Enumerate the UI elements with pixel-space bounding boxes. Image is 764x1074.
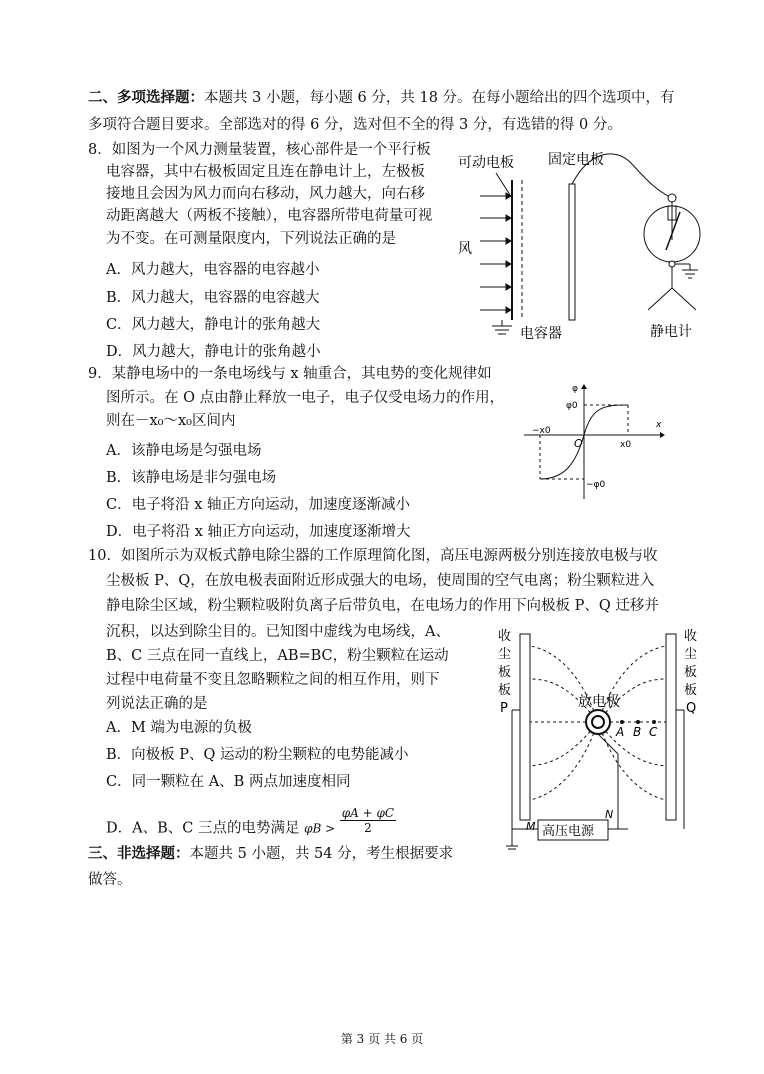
capacitor-label: 电容器 bbox=[520, 326, 562, 342]
point-c-label: C bbox=[649, 725, 658, 739]
plate-p bbox=[520, 634, 530, 820]
svg-text:尘: 尘 bbox=[684, 647, 698, 662]
q10-option-d-text: D．A、B、C 三点的电势满足 bbox=[106, 820, 300, 837]
electrode-label: 放电极 bbox=[578, 694, 620, 710]
neg-phi0-label: −φ0 bbox=[586, 480, 606, 490]
q10-line: 尘极板 P、Q，在放电极表面附近形成强大的电场，使周围的空气电离；粉尘颗粒进入 bbox=[106, 573, 655, 589]
electrometer-label: 静电计 bbox=[650, 324, 692, 340]
q10-line: 静电除尘区域，粉尘颗粒吸附负离子后带负电，在电场力的作用下向极板 P、Q 迁移并 bbox=[106, 598, 659, 614]
x0-label: x0 bbox=[620, 440, 632, 450]
q8-line: 电容器，其中右极板固定且连在静电计上，左极板 bbox=[106, 164, 425, 180]
section3-title: 三、非选择题： bbox=[88, 845, 190, 862]
svg-text:板: 板 bbox=[684, 665, 698, 680]
wind-arrows bbox=[480, 193, 511, 313]
svg-text:Q: Q bbox=[686, 701, 697, 716]
q8-line: 动距离越大（两板不接触），电容器所带电荷量可视 bbox=[106, 208, 433, 224]
formula-lhs: φB > bbox=[304, 821, 336, 836]
terminal-n-label: N bbox=[605, 808, 614, 821]
q9-line: 则在－x₀～x₀区间内 bbox=[106, 413, 236, 429]
q8-line: 8．如图为一个风力测量装置，核心部件是一个平行板 bbox=[88, 142, 431, 158]
q8-wind-meter-figure bbox=[450, 140, 730, 350]
q10-line: 10．如图所示为双板式静电除尘器的工作原理简化图，高压电源两极分别连接放电极与收 bbox=[88, 548, 658, 564]
fixed-plate-label: 固定电板 bbox=[548, 152, 604, 168]
formula-denominator: 2 bbox=[364, 821, 372, 835]
page-footer: 第 3 页 共 6 页 bbox=[340, 1032, 424, 1046]
phi0-label: φ0 bbox=[566, 401, 578, 411]
q10-line: 沉积，以达到除尘目的。已知图中虚线为电场线，A、 bbox=[106, 624, 450, 640]
section3-line1 bbox=[88, 844, 453, 864]
plate-q bbox=[666, 634, 676, 820]
formula-numerator: φA + φC bbox=[341, 806, 395, 820]
svg-text:收: 收 bbox=[498, 629, 512, 644]
point-b-label: B bbox=[633, 725, 642, 739]
formula-fraction bbox=[340, 806, 396, 835]
svg-text:板: 板 bbox=[498, 683, 512, 698]
ground-left bbox=[492, 320, 512, 334]
q10-precipitator-figure bbox=[488, 624, 714, 864]
q8-line: 为不变。在可测量限度内，下列说法正确的是 bbox=[106, 231, 396, 247]
phi-label: φ bbox=[572, 384, 578, 394]
section2-desc: 本题共 3 小题，每小题 6 分，共 18 分。在每小题给出的四个选项中，有 bbox=[204, 90, 675, 106]
q8-option-a: A．风力越大，电容器的电容越小 bbox=[106, 262, 320, 278]
svg-text:P: P bbox=[500, 701, 508, 716]
fixed-plate bbox=[569, 184, 575, 320]
section3-line2: 做答。 bbox=[88, 872, 132, 888]
svg-text:板: 板 bbox=[498, 665, 512, 680]
section3-desc: 本题共 5 小题，共 54 分，考生根据要求 bbox=[189, 846, 454, 862]
section2-line2: 多项符合题目要求。全部选对的得 6 分，选对但不全的得 3 分，有选错的得 0 分。 bbox=[88, 117, 622, 133]
svg-text:板: 板 bbox=[684, 683, 698, 698]
q10-line: B、C 三点在同一直线上，AB=BC，粉尘颗粒在运动 bbox=[106, 648, 449, 664]
point-a-label: A bbox=[616, 725, 625, 739]
q8-option-c: C．风力越大，静电计的张角越大 bbox=[106, 317, 321, 333]
q10-option-b: B．向极板 P、Q 运动的粉尘颗粒的电势能减小 bbox=[106, 747, 409, 763]
q10-option-a: A．M 端为电源的负极 bbox=[106, 720, 252, 736]
plate-q-label bbox=[684, 628, 697, 716]
q10-line: 过程中电荷量不变且忽略颗粒之间的相互作用，则下 bbox=[106, 672, 440, 688]
q9-option-b: B．该静电场是非匀强电场 bbox=[106, 470, 277, 486]
q9-option-c: C．电子将沿 x 轴正方向运动，加速度逐渐减小 bbox=[106, 497, 410, 513]
wind-label: 风 bbox=[458, 241, 472, 257]
origin-label: O bbox=[574, 437, 583, 450]
svg-text:尘: 尘 bbox=[498, 647, 512, 662]
q9-option-d: D．电子将沿 x 轴正方向运动，加速度逐渐增大 bbox=[106, 524, 411, 540]
power-label: 高压电源 bbox=[542, 824, 595, 839]
q10-option-c: C．同一颗粒在 A、B 两点加速度相同 bbox=[106, 774, 351, 790]
q8-line: 接地且会因为风力而向右移动，风力越大，向右移 bbox=[106, 186, 425, 202]
q8-option-d: D．风力越大，静电计的张角越小 bbox=[106, 344, 321, 360]
q9-potential-graph bbox=[510, 383, 670, 503]
q9-option-a: A．该静电场是匀强电场 bbox=[106, 443, 262, 459]
q9-line: 9．某静电场中的一条电场线与 x 轴重合，其电势的变化规律如 bbox=[88, 366, 492, 382]
terminal-m-label: M bbox=[526, 820, 536, 833]
x-axis-label: x bbox=[656, 420, 662, 430]
section2-title: 二、多项选择题： bbox=[88, 89, 204, 106]
q10-line: 列说法正确的是 bbox=[106, 696, 208, 712]
plate-p-label bbox=[498, 628, 511, 716]
q9-line: 图所示。在 O 点由静止释放一电子，电子仅受电场力的作用， bbox=[106, 390, 505, 406]
svg-text:收: 收 bbox=[684, 629, 698, 644]
section2-line1 bbox=[88, 88, 675, 108]
movable-plate-label: 可动电板 bbox=[458, 155, 514, 171]
q8-option-b: B．风力越大，电容器的电容越大 bbox=[106, 290, 320, 306]
neg-x0-label: −x0 bbox=[532, 426, 551, 436]
